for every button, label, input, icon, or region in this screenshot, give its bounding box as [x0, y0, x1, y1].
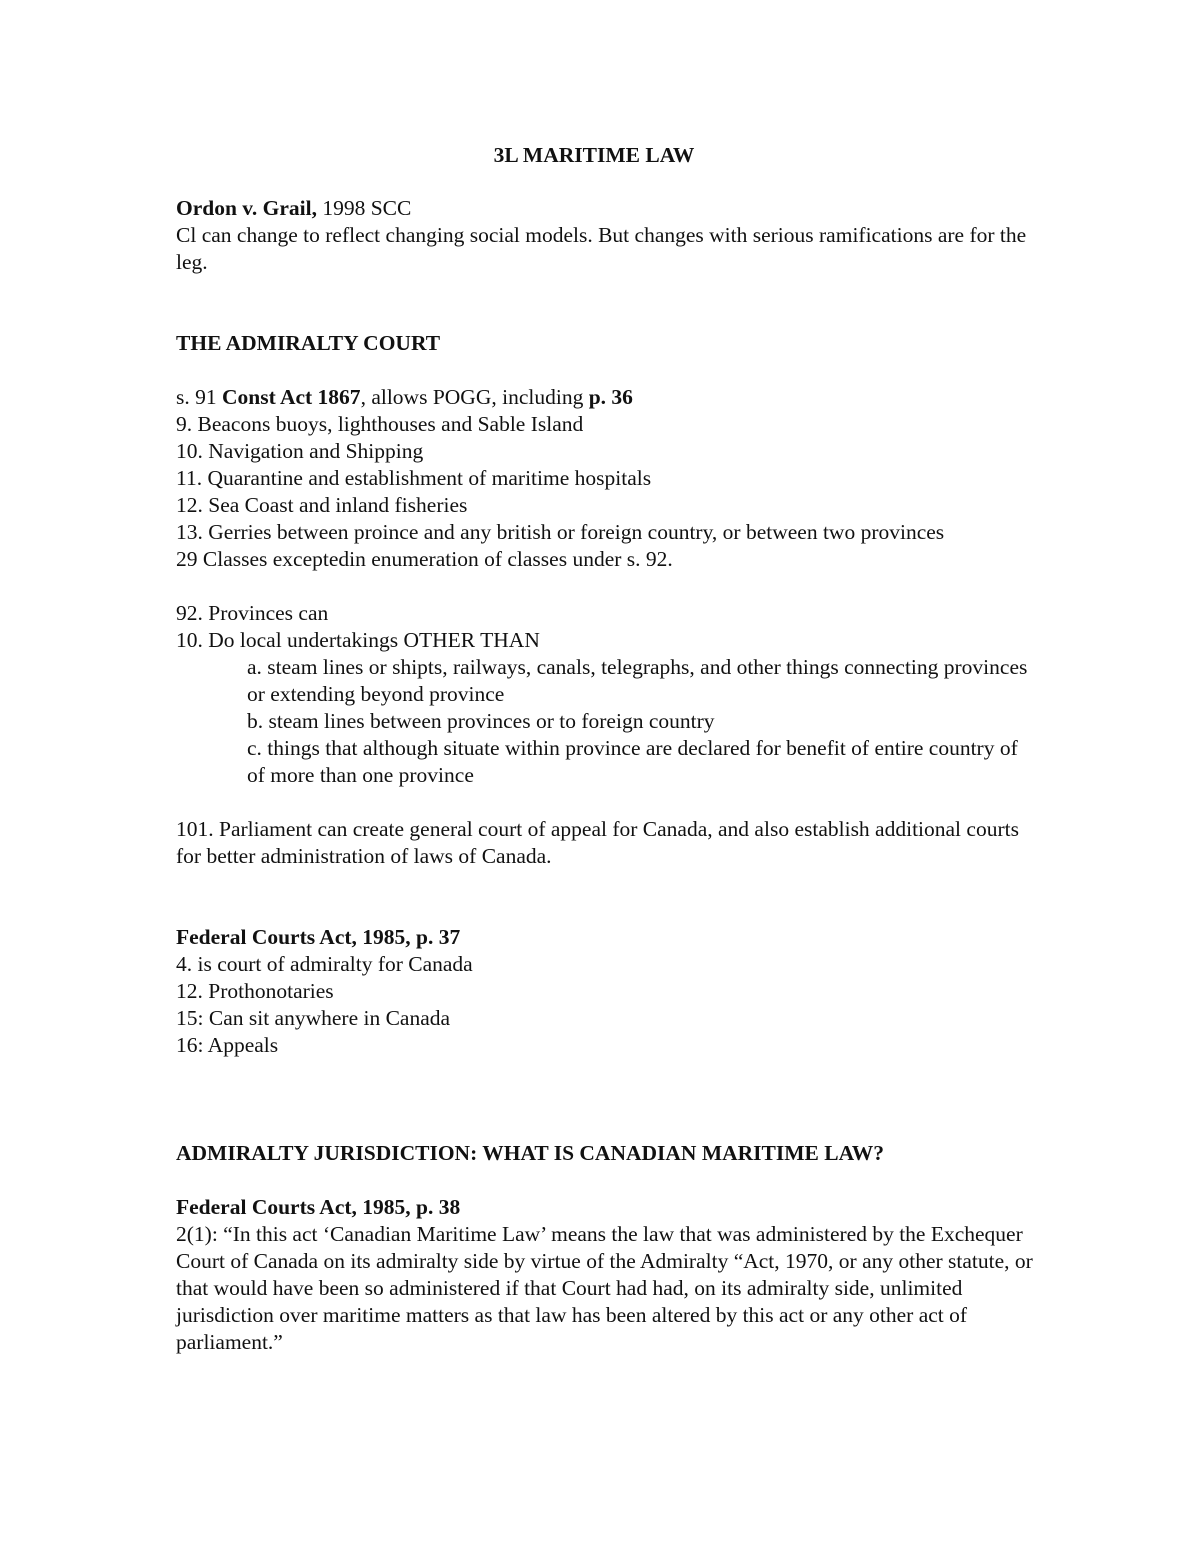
s91-intro: [176, 384, 1036, 411]
fca-37-item: 4. is court of admiralty for Canada: [176, 952, 473, 976]
ordon-summary: Cl can change to reflect changing social models. But changes with serious ramifications are for the leg.: [176, 223, 1027, 274]
s91-item: 10. Navigation and Shipping: [176, 439, 424, 463]
s92-item: 10. Do local undertakings OTHER THAN: [176, 628, 540, 652]
canadian-maritime-law-definition: 2(1): “In this act ‘Canadian Maritime Law’ means the law that was administered by the Exchequer Court of Canada on its admiralty side by virtue of the Admiralty “Act, 1970, or any other statute, or that would have been so administered if that Court had had, on its admiralty side, unlimited jurisdiction over maritime matters as that law has been altered by this act or any other act of parliament.”: [176, 1222, 1033, 1354]
fca-37-heading: Federal Courts Act, 1985, p. 37: [176, 925, 461, 949]
s91-item: 29 Classes exceptedin enumeration of classes under s. 92.: [176, 547, 673, 571]
s91-item: 12. Sea Coast and inland fisheries: [176, 493, 468, 517]
s92-subitem: c. things that although situate within province are declared for benefit of entire country of of more than one province: [247, 736, 1018, 787]
fca-37-item: 15: Can sit anywhere in Canada: [176, 1006, 451, 1030]
fca-38-heading: Federal Courts Act, 1985, p. 38: [176, 1195, 461, 1219]
ordon-case-name: Ordon v. Grail,: [176, 196, 317, 220]
s91-item: 11. Quarantine and establishment of maritime hospitals: [176, 466, 652, 490]
s91-act: Const Act 1867: [222, 385, 361, 409]
s92-subitem: b. steam lines between provinces or to foreign country: [247, 709, 715, 733]
s91-prefix: s. 91: [176, 385, 222, 409]
s91-item: 9. Beacons buoys, lighthouses and Sable Island: [176, 412, 584, 436]
document-title: 3L MARITIME LAW: [493, 143, 695, 167]
s92-heading: 92. Provinces can: [176, 601, 329, 625]
s91-item: 13. Gerries between proince and any british or foreign country, or between two provinces: [176, 520, 945, 544]
s91-middle: , allows POGG, including: [360, 385, 589, 409]
document-page: [176, 142, 1036, 1356]
s92-subitem: a. steam lines or shipts, railways, canals, telegraphs, and other things connecting provinces or extending beyond province: [247, 655, 1028, 706]
fca-37-item: 16: Appeals: [176, 1033, 279, 1057]
s101-text: 101. Parliament can create general court of appeal for Canada, and also establish additional courts for better administration of laws of Canada.: [176, 817, 1019, 868]
ordon-citation: 1998 SCC: [316, 196, 412, 220]
s91-page: p. 36: [588, 385, 633, 409]
ordon-case-line: [176, 195, 1036, 222]
fca-37-item: 12. Prothonotaries: [176, 979, 334, 1003]
admiralty-court-heading: THE ADMIRALTY COURT: [176, 331, 441, 355]
jurisdiction-heading: ADMIRALTY JURISDICTION: WHAT IS CANADIAN MARITIME LAW?: [176, 1141, 884, 1165]
